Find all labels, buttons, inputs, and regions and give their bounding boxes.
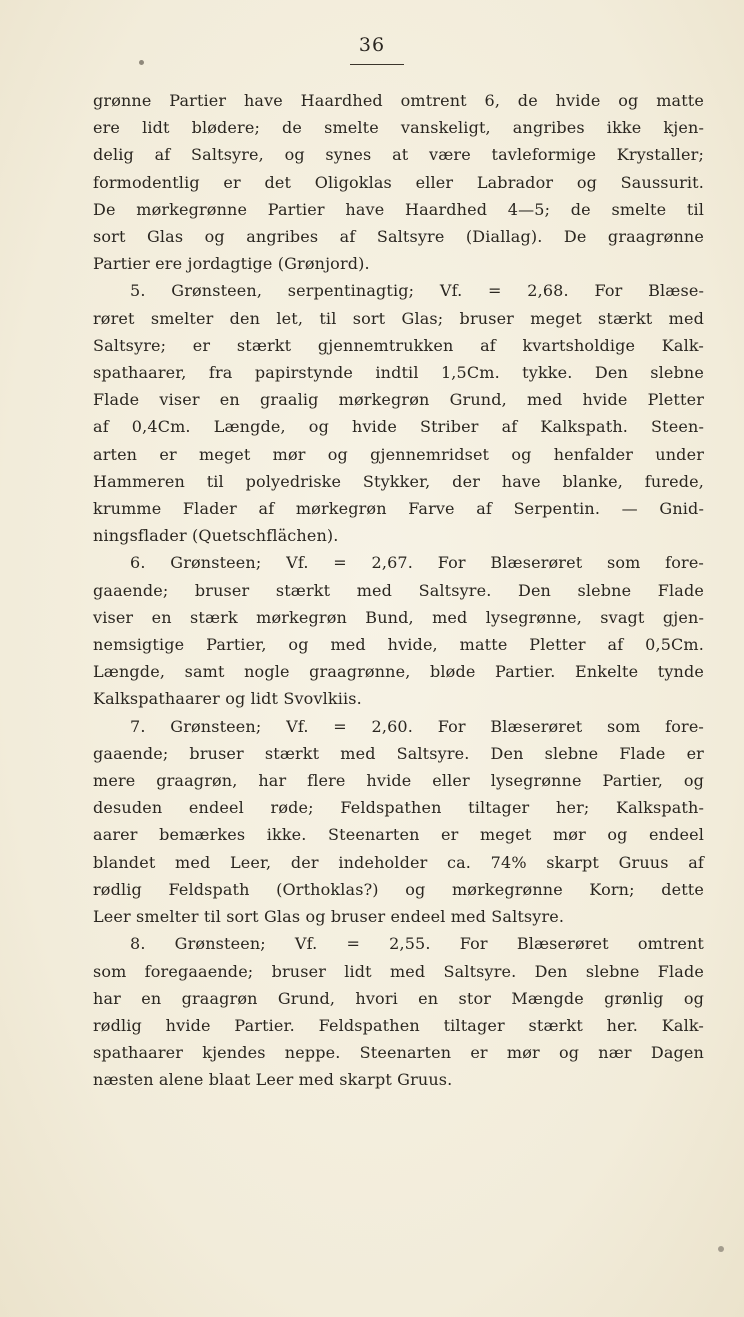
page-number: 36: [358, 34, 386, 56]
text-line: delig af Saltsyre, og synes at være tavleformige Krystaller;: [93, 145, 704, 165]
text-line: blandet med Leer, der indeholder ca. 74% skarpt Gruus af: [93, 852, 704, 872]
text-line: røret smelter den let, til sort Glas; bruser meget stærkt med: [93, 308, 704, 328]
text-line: 8. Grønsteen; Vf. = 2,55. For Blæserøret omtrent: [130, 934, 704, 954]
text-line: viser en stærk mørkegrøn Bund, med lysegrønne, svagt gjen-: [93, 607, 704, 627]
text-line: næsten alene blaat Leer med skarpt Gruus.: [93, 1070, 453, 1090]
text-line: 5. Grønsteen, serpentinagtig; Vf. = 2,68. For Blæse-: [130, 281, 704, 301]
text-line: ningsflader (Quetschflächen).: [93, 526, 339, 546]
text-line: grønne Partier have Haardhed omtrent 6, de hvide og matte: [93, 91, 704, 110]
text-line: nemsigtige Partier, og med hvide, matte Pletter af 0,5Cm.: [93, 635, 704, 655]
paper-speck: [718, 1246, 724, 1252]
text-line: ere lidt blødere; de smelte vanskeligt, angribes ikke kjen-: [93, 118, 704, 138]
text-line: arten er meget mør og gjennemridset og henfalder under: [93, 444, 704, 464]
text-line: spathaarer, fra papirstynde indtil 1,5Cm. tykke. Den slebne: [93, 363, 704, 383]
text-line: desuden endeel røde; Feldspathen tiltager her; Kalkspath-: [93, 798, 704, 818]
text-line: 6. Grønsteen; Vf. = 2,67. For Blæserøret som fore-: [130, 553, 704, 573]
text-line: har en graagrøn Grund, hvori en stor Mængde grønlig og: [93, 988, 704, 1008]
text-line: som foregaaende; bruser lidt med Saltsyre. Den slebne Flade: [93, 961, 704, 981]
text-line: formodentlig er det Oligoklas eller Labrador og Saussurit.: [93, 172, 704, 192]
text-line: mere graagrøn, har flere hvide eller lysegrønne Partier, og: [93, 771, 704, 791]
text-line: krumme Flader af mørkegrøn Farve af Serpentin. — Gnid-: [93, 499, 704, 519]
paper-speck: [139, 60, 144, 65]
text-line: Hammeren til polyedriske Stykker, der have blanke, furede,: [93, 471, 704, 491]
text-line: Saltsyre; er stærkt gjennemtrukken af kvartsholdige Kalk-: [93, 335, 704, 355]
body-text: [93, 87, 704, 1094]
text-line: sort Glas og angribes af Saltsyre (Diallag). De graagrønne: [93, 227, 704, 247]
text-line: aarer bemærkes ikke. Steenarten er meget mør og endeel: [93, 825, 704, 845]
text-line: spathaarer kjendes neppe. Steenarten er mør og nær Dagen: [93, 1043, 704, 1063]
text-line: gaaende; bruser stærkt med Saltsyre. Den slebne Flade: [93, 580, 704, 600]
text-line: af 0,4Cm. Længde, og hvide Striber af Kalkspath. Steen-: [93, 417, 704, 437]
text-line: rødlig Feldspath (Orthoklas?) og mørkegrønne Korn; dette: [93, 879, 704, 899]
text-line: Partier ere jordagtige (Grønjord).: [93, 254, 370, 274]
text-line: Kalkspathaarer og lidt Svovlkiis.: [93, 689, 362, 709]
text-line: De mørkegrønne Partier have Haardhed 4—5; de smelte til: [93, 199, 704, 219]
text-line: Flade viser en graalig mørkegrøn Grund, med hvide Pletter: [93, 390, 704, 410]
text-line: Længde, samt nogle graagrønne, bløde Partier. Enkelte tynde: [93, 662, 704, 682]
text-line: 7. Grønsteen; Vf. = 2,60. For Blæserøret som fore-: [130, 716, 704, 736]
text-line: gaaende; bruser stærkt med Saltsyre. Den slebne Flade er: [93, 743, 704, 763]
text-line: Leer smelter til sort Glas og bruser endeel med Saltsyre.: [93, 907, 565, 927]
page-number-rule: [350, 64, 404, 65]
text-line: rødlig hvide Partier. Feldspathen tiltager stærkt her. Kalk-: [93, 1015, 704, 1035]
